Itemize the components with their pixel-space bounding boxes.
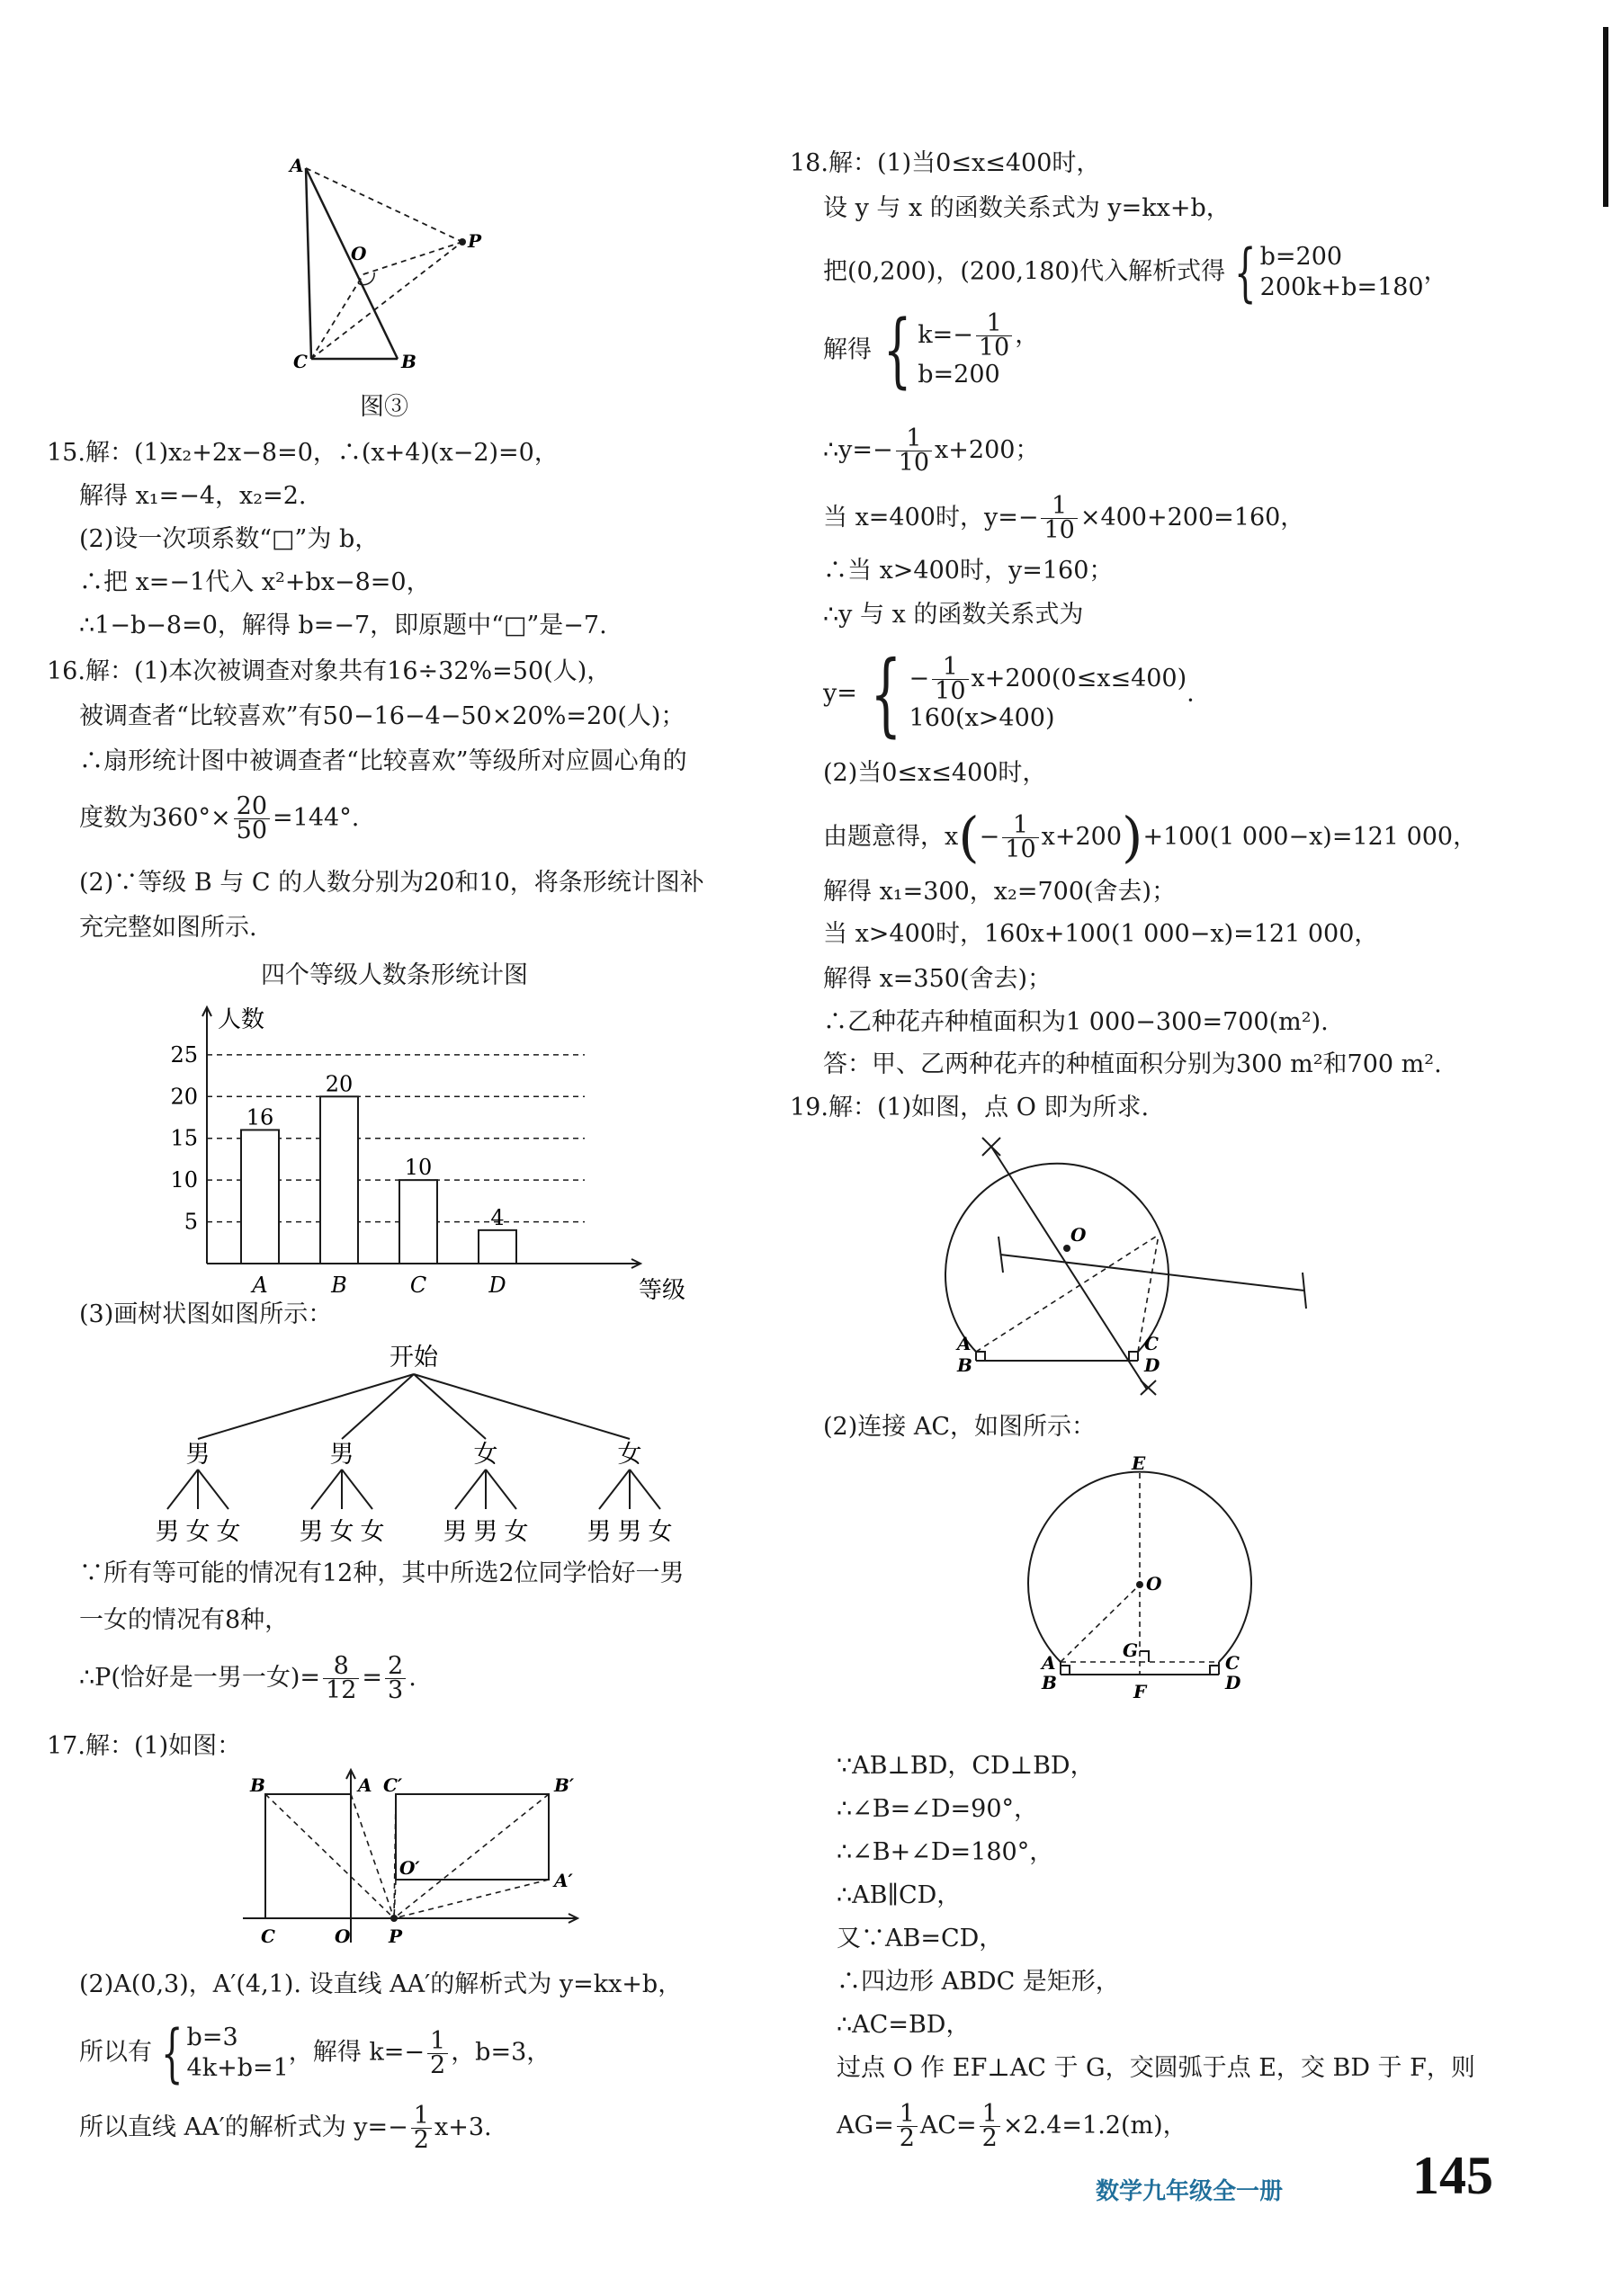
fraction-denominator: 10 (1005, 835, 1036, 863)
q19-fig2-label-c: C (1225, 1652, 1240, 1674)
q16-line-7: (3)画树状图如图所示： (79, 1300, 333, 1328)
fraction-1-10 (932, 653, 968, 705)
q16-line-10-prefix: ∴P(恰好是一男一女)= (79, 1664, 321, 1692)
tree-node-level2: 女 (648, 1518, 673, 1546)
fig3-label-c: C (293, 351, 308, 372)
x-tick-label-D: D (488, 1273, 506, 1298)
fraction-denominator: 10 (898, 449, 930, 477)
tree-edge (414, 1374, 486, 1439)
fraction-numerator: 1 (1041, 495, 1077, 519)
paren-open: ( (958, 806, 980, 870)
q17-line-4 (79, 2104, 492, 2152)
row-text: x+200(0≤x≤400) (971, 665, 1187, 692)
q19-fig1-label-o: O (1070, 1224, 1087, 1246)
q17-line-1: 17.解：(1)如图： (47, 1732, 242, 1760)
equation-system (918, 308, 1040, 390)
q19-line-11 (837, 2100, 1187, 2152)
q17-label-o: O (335, 1925, 351, 1947)
fig3-label-a: A (290, 155, 304, 176)
data-label-C: 10 (404, 1155, 433, 1181)
row-text: k=− (918, 320, 973, 349)
q19-line-6: ∴AB∥CD， (837, 1881, 962, 1909)
q18-line-5-prefix: ∴y=− (823, 436, 893, 464)
q17-line-4-prefix: 所以直线 AA′的解析式为 y=− (79, 2113, 408, 2141)
q18-line-2: 设 y 与 x 的函数关系式为 y=kx+b， (823, 194, 1231, 222)
fraction-numerator: 8 (323, 1655, 359, 1679)
q16-line-1: 16.解：(1)本次被调查对象共有16÷32%=50(人)， (47, 657, 612, 685)
q18-line-9-suffix: . (1187, 679, 1195, 708)
tree-node-level2: 女 (216, 1518, 241, 1546)
row-text: ， (1015, 320, 1040, 349)
fraction-numerator: 1 (1002, 814, 1038, 838)
q16-line-9: 一女的情况有8种， (79, 1606, 290, 1634)
q19-line-7: 又∵AB=CD， (837, 1925, 1004, 1952)
bar-D (479, 1230, 516, 1264)
q19-figure-2 (1025, 1450, 1259, 1720)
bar-B (320, 1096, 358, 1264)
tree-node-level2: 男 (443, 1518, 468, 1546)
fraction-denominator: 12 (326, 1676, 357, 1704)
q18-line-10: (2)当0≤x≤400时， (823, 759, 1047, 787)
q17-label-a: A (358, 1774, 372, 1796)
y-tick-label: 15 (170, 1125, 198, 1151)
q19-line-8: ∴四边形 ABDC 是矩形， (837, 1968, 1120, 1996)
q18-line-1: 18.解：(1)当0≤x≤400时， (790, 149, 1101, 177)
left-brace: { (161, 2016, 184, 2090)
q17-label-p: P (389, 1925, 403, 1947)
fraction-1-2 (980, 2100, 1000, 2152)
q17-line-3 (79, 2016, 551, 2090)
figure-3 (288, 157, 495, 418)
equation-system (187, 2023, 289, 2084)
figure-3-caption: 图③ (360, 393, 408, 421)
data-label-A: 16 (246, 1104, 274, 1130)
tree-root: 开始 (390, 1344, 438, 1371)
left-brace: { (1234, 236, 1257, 309)
q16-line-8: ∵所有等可能的情况有12种，其中所选2位同学恰好一男 (79, 1559, 685, 1587)
equation-system (1260, 242, 1424, 303)
q17-line-3-mid: ，解得 k=− (288, 2038, 425, 2067)
y-tick-label: 5 (184, 1209, 198, 1235)
q19-line-4: ∴∠B=∠D=90°， (837, 1795, 1039, 1823)
system-row-1: b=200 (1259, 243, 1343, 271)
q19-fig2-label-d: D (1225, 1672, 1241, 1693)
page-number: 145 (1412, 2146, 1493, 2205)
tree-edge (342, 1374, 414, 1439)
q16-line-6: 充完整如图所示. (79, 914, 257, 942)
piecewise-system (909, 655, 1187, 734)
fraction-denominator: 2 (413, 2126, 429, 2154)
tree-node-level2: 男 (473, 1518, 498, 1546)
fraction-denominator: 3 (388, 1676, 404, 1704)
fraction-20-50 (234, 792, 270, 844)
tree-edge (599, 1470, 630, 1509)
equals: = (362, 1664, 383, 1692)
q16-line-10 (79, 1652, 416, 1704)
q18-line-11-prefix: 由题意得，x (823, 823, 959, 851)
fraction-2-3 (385, 1652, 406, 1704)
q17-line-3-suffix: ，b=3， (451, 2038, 551, 2067)
q18-line-6 (823, 492, 1305, 544)
q17-label-o-prime: O′ (399, 1857, 420, 1879)
left-brace: { (870, 641, 902, 746)
data-label-D: 4 (490, 1204, 505, 1230)
fraction-denominator: 10 (935, 677, 966, 705)
tree-edge (167, 1470, 198, 1509)
tree-node-level2: 女 (504, 1518, 529, 1546)
q19-line-9: ∴AC=BD， (837, 2011, 971, 2039)
system-row-1 (918, 308, 1040, 362)
q19-line-1: 19.解：(1)如图，点 O 即为所求. (790, 1094, 1150, 1121)
q18-line-14: 解得 x=350(舍去)； (823, 965, 1052, 993)
system-row-2: 4k+b=1 (186, 2054, 289, 2082)
fraction-numerator: 1 (980, 2103, 1000, 2127)
y-tick-label: 10 (170, 1167, 198, 1193)
q19-line-2: (2)连接 AC，如图所示： (823, 1413, 1096, 1441)
q16-line-2: 被调查者“比较喜欢”有50−16−4−50×20%=20(人)； (79, 702, 685, 730)
paren-close: ) (1122, 806, 1143, 870)
q19-fig2-label-e: E (1132, 1452, 1146, 1474)
fraction-8-12 (323, 1652, 359, 1704)
q18-line-3 (823, 236, 1448, 309)
footer-book-title: 数学九年级全一册 (1096, 2178, 1284, 2205)
fraction-denominator: 10 (1043, 516, 1075, 544)
q15-line-2: 解得 x₁=−4，x₂=2. (79, 482, 307, 510)
fraction-1-2 (897, 2100, 918, 2152)
tree-node-level2: 男 (617, 1518, 642, 1546)
q19-fig1-label-b: B (957, 1354, 972, 1376)
tree-edge (342, 1470, 372, 1509)
q19-fig1-label-d: D (1144, 1354, 1160, 1376)
q16-line-3: ∴扇形统计图中被调查者“比较喜欢”等级所对应圆心角的 (79, 747, 687, 775)
q15-line-4: ∴把 x=−1代入 x²+bx−8=0， (79, 568, 431, 596)
q18-line-6-suffix: ×400+200=160， (1079, 504, 1305, 532)
q17-label-c: C (261, 1925, 275, 1947)
q18-line-15: ∴乙种花卉种植面积为1 000−300=700(m²). (823, 1008, 1329, 1036)
q19-line-11-suffix: ×2.4=1.2(m)， (1002, 2112, 1187, 2140)
q18-line-6-prefix: 当 x=400时，y=− (823, 504, 1039, 532)
q18-line-8: ∴y 与 x 的函数关系式为 (823, 601, 1084, 629)
q16-line-4-suffix: =144°. (273, 804, 360, 832)
q16-line-4 (79, 792, 360, 844)
tree-node-level1: 男 (329, 1441, 354, 1469)
system-row-2: b=200 (918, 360, 1000, 389)
row-text: − (909, 665, 930, 692)
fraction-numerator: 1 (976, 312, 1012, 336)
q18-line-16: 答：甲、乙两种花卉的种植面积分别为300 m²和700 m². (823, 1050, 1442, 1078)
q19-line-11-prefix: AG= (837, 2112, 894, 2140)
q19-fig2-label-o: O (1146, 1573, 1162, 1595)
tree-node-level1: 男 (185, 1441, 210, 1469)
q19-line-11-mid: AC= (919, 2112, 977, 2140)
tree-diagram (135, 1340, 711, 1547)
fraction-1-10 (1041, 492, 1077, 544)
chart-title: 四个等级人数条形统计图 (261, 961, 528, 989)
fraction-1-2 (411, 2104, 432, 2152)
system-row-2: 200k+b=180 (1259, 273, 1424, 301)
fig3-label-b: B (401, 351, 416, 372)
bar-chart (162, 998, 686, 1304)
tree-node-level2: 男 (299, 1518, 324, 1546)
q18-line-5-suffix: x+200； (935, 436, 1040, 464)
x-tick-label-A: A (252, 1273, 268, 1298)
q18-line-11-suffix: +100(1 000−x)=121 000， (1142, 823, 1478, 851)
q17-label-c-prime: C′ (383, 1774, 403, 1796)
fraction-denominator: 2 (899, 2124, 915, 2152)
fraction-denominator: 50 (236, 817, 268, 844)
q18-line-4-prefix: 解得 (823, 335, 872, 364)
fraction-numerator: 1 (897, 2103, 918, 2127)
system-row-1: b=3 (186, 2024, 238, 2051)
q17-figure (234, 1763, 594, 1961)
fraction-1-10 (976, 308, 1012, 362)
fraction-1-2 (427, 2026, 448, 2079)
fig3-label-p: P (468, 230, 482, 252)
q18-line-9 (823, 641, 1195, 746)
tree-node-level1: 女 (617, 1441, 642, 1469)
q17-line-3-prefix: 所以有 (79, 2038, 152, 2067)
tree-edge (311, 1470, 342, 1509)
tree-edge (414, 1374, 630, 1439)
q18-line-9-prefix: y= (823, 679, 857, 708)
y-axis-title: 人数 (218, 1006, 265, 1033)
q17-label-b: B (250, 1774, 265, 1796)
q19-fig1-label-a: A (957, 1333, 972, 1354)
q17-label-a-prime: A′ (554, 1870, 573, 1891)
fraction-numerator: 1 (427, 2030, 448, 2054)
fraction-numerator: 1 (896, 427, 932, 451)
tree-node-level2: 男 (587, 1518, 612, 1546)
tree-edge (486, 1470, 516, 1509)
fraction-numerator: 2 (385, 1655, 406, 1679)
q18-line-3-suffix: ， (1423, 257, 1448, 286)
tree-edge (198, 1374, 414, 1439)
q19-fig2-label-g: G (1123, 1639, 1139, 1661)
fraction-denominator: 2 (430, 2050, 446, 2079)
fraction-1-10 (896, 424, 932, 477)
q15-line-1: 15.解：(1)x₂+2x−8=0，∴(x+4)(x−2)=0， (47, 439, 559, 467)
q19-line-5: ∴∠B+∠D=180°， (837, 1838, 1054, 1866)
q15-line-3: (2)设一次项系数“□”为 b， (79, 525, 380, 553)
fraction-1-10 (1002, 811, 1038, 863)
data-label-B: 20 (325, 1071, 354, 1097)
q18-line-11 (823, 806, 1478, 870)
q18-line-3-prefix: 把(0,200)，(200,180)代入解析式得 (823, 257, 1226, 286)
left-brace: { (882, 303, 912, 398)
fraction-denominator: 2 (981, 2124, 998, 2152)
bar-A (241, 1130, 279, 1264)
fraction-numerator: 1 (932, 656, 968, 680)
y-tick-label: 20 (170, 1084, 198, 1110)
q19-fig2-label-f: F (1133, 1681, 1147, 1702)
q19-figure-1 (936, 1129, 1331, 1398)
q19-line-3: ∵AB⊥BD，CD⊥BD， (837, 1752, 1095, 1780)
q16-line-5: (2)∵等级 B 与 C 的人数分别为20和10，将条形统计图补 (79, 869, 704, 897)
row-text: x+200 (1041, 823, 1123, 851)
bar-C (399, 1180, 437, 1264)
tree-node-level2: 女 (185, 1518, 210, 1546)
q19-fig2-label-a: A (1042, 1652, 1056, 1674)
q18-line-4 (823, 303, 1040, 398)
tree-node-level1: 女 (473, 1441, 498, 1469)
page-edge-bar (1603, 27, 1608, 207)
q17-line-4-suffix: x+3. (434, 2113, 492, 2141)
tree-edge (455, 1470, 486, 1509)
q18-line-5 (823, 424, 1040, 477)
row-text: − (979, 823, 1000, 851)
q18-line-12: 解得 x₁=300，x₂=700(舍去)； (823, 878, 1177, 906)
q15-line-5: ∴1−b−8=0，解得 b=−7，即原题中“□”是−7. (79, 612, 607, 639)
fraction-numerator: 1 (411, 2104, 432, 2129)
tree-node-level2: 女 (329, 1518, 354, 1546)
q19-line-10: 过点 O 作 EF⊥AC 于 G，交圆弧于点 E，交 BD 于 F，则 (837, 2054, 1475, 2082)
q18-line-13: 当 x>400时，160x+100(1 000−x)=121 000， (823, 920, 1379, 948)
q17-line-2: (2)A(0,3)，A′(4,1). 设直线 AA′的解析式为 y=kx+b， (79, 1970, 683, 1998)
fraction-denominator: 10 (978, 333, 1010, 362)
tree-edge (198, 1470, 228, 1509)
y-tick-label: 25 (170, 1041, 198, 1068)
tree-node-level2: 女 (360, 1518, 385, 1546)
x-axis-title: 等级 (639, 1277, 686, 1304)
fig3-label-o: O (351, 243, 367, 264)
system-row-1 (909, 655, 1187, 703)
x-tick-label-C: C (409, 1273, 427, 1298)
fraction-numerator: 20 (234, 795, 270, 819)
tree-edge (630, 1470, 660, 1509)
x-tick-label-B: B (331, 1273, 347, 1298)
tree-node-level2: 男 (155, 1518, 180, 1546)
q16-line-4-prefix: 度数为360°× (79, 804, 231, 832)
q18-line-7: ∴当 x>400时，y=160； (823, 557, 1114, 585)
q16-line-10-suffix: . (408, 1664, 416, 1692)
q19-fig2-label-b: B (1042, 1672, 1057, 1693)
q17-label-b-prime: B′ (554, 1774, 575, 1796)
system-row-2: 160(x>400) (909, 704, 1055, 732)
q19-fig1-label-c: C (1144, 1333, 1159, 1354)
